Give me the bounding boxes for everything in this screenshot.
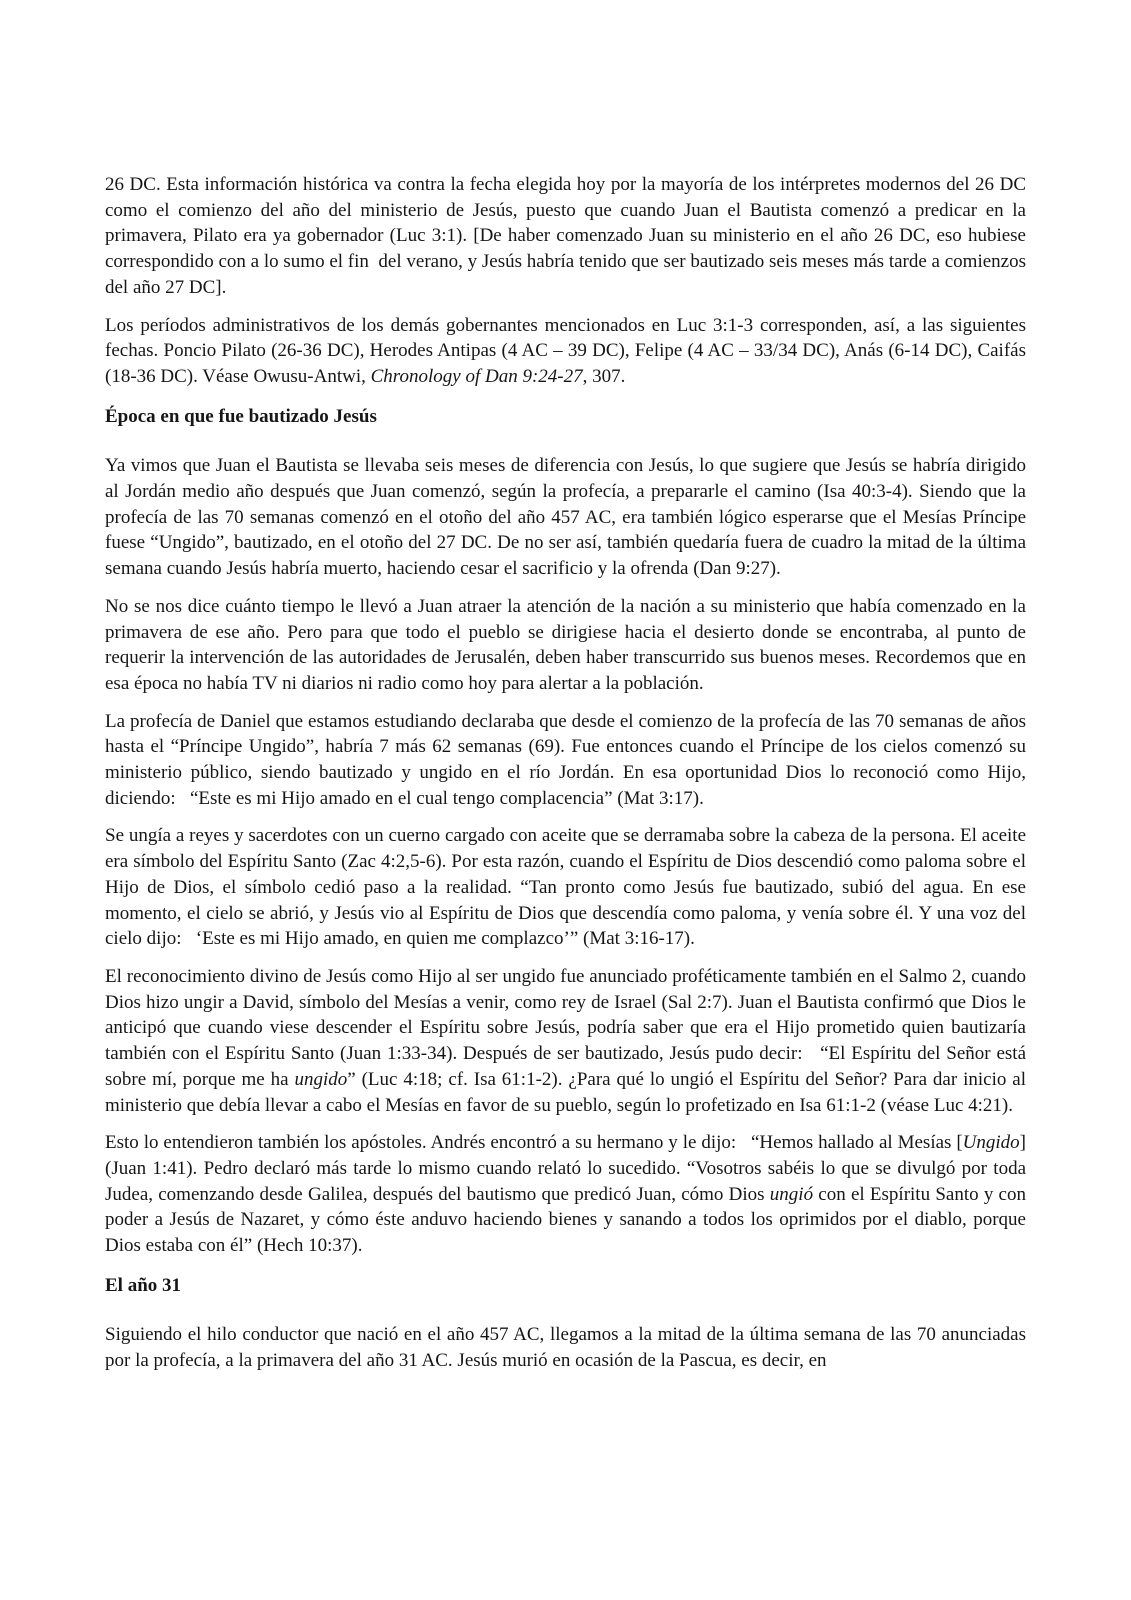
- paragraph-text: El reconocimiento divino de Jesús como Hijo al ser ungido fue anunciado proféticamente también en el Salmo 2, cuando Dios hizo ungir a David, símbolo del Mesías a venir, como rey de Israel (Sal 2:7). Juan el Bautista confirmó que Dios le anticipó que cuando viese descender el Espíritu sobre Jesús, podría saber que era el Hijo prometido quien bautizaría también con el Espíritu Santo (Juan 1:33-34). Después de ser bautizado, Jesús pudo decir: “El Espíritu del Señor está sobre mí, porque me ha: [105, 965, 1026, 1090]
- paragraph-text: ” (Luc 4:18; cf. Isa 61:1-2). ¿Para qué lo ungió el Espíritu del Señor? Para dar inicio al ministerio que debía llevar a cabo el Mesías en favor de su pueblo, según lo profetizado en Isa 61:1-2 (véase Luc 4:21).: [105, 1068, 1026, 1116]
- text-column: [105, 172, 1026, 1386]
- section-heading-el-ano-31: El año 31: [105, 1274, 182, 1296]
- paragraph-siguiendo-hilo: [105, 1322, 1026, 1373]
- paragraph-text: , 307.: [582, 365, 626, 387]
- emphasis-ungido-italic: Ungido: [962, 1132, 1020, 1154]
- paragraph-text: Se ungía a reyes y sacerdotes con un cuerno cargado con aceite que se derramaba sobre la cabeza de la persona. El aceite era símbolo del Espíritu Santo (Zac 4:2,5-6). Por esta razón, cuando el Espíritu de Dios descendió como paloma sobre el Hijo de Dios, el símbolo cedió paso a la realidad. “Tan pronto como Jesús fue bautizado, subió del agua. En ese momento, el cielo se abrió, y Jesús vio al Espíritu de Dios que descendía como paloma, y venía sobre él. Y una voz del cielo dijo: ‘Este es mi Hijo amado, en quien me complazco’” (Mat 3:16-17).: [105, 825, 1026, 950]
- paragraph-apostoles: [105, 1130, 1026, 1259]
- paragraph-no-se-nos-dice: [105, 594, 1026, 697]
- paragraph-text: Esto lo entendieron también los apóstoles. Andrés encontró a su hermano y le dijo: “Hemos hallado al Mesías [: [105, 1132, 963, 1154]
- paragraph-text: No se nos dice cuánto tiempo le llevó a Juan atraer la atención de la nación a su ministerio que había comenzado en la primavera de ese año. Pero para que todo el pueblo se dirigiese hacia el desierto donde se encontraba, al punto de requerir la intervención de las autoridades de Jerusalén, deben haber transcurrido sus buenos meses. Recordemos que en esa época no había TV ni diarios ni radio como hoy para alertar a la población.: [105, 595, 1026, 694]
- paragraph-profecia-daniel: [105, 709, 1026, 812]
- section-heading-epoca-bautizado: Época en que fue bautizado Jesús: [105, 405, 377, 427]
- paragraph-text: Siguiendo el hilo conductor que nació en el año 457 AC, llegamos a la mitad de la última semana de las 70 anunciadas por la profecía, a la primavera del año 31 AC. Jesús murió en ocasión de la Pascua, es decir, en: [105, 1324, 1026, 1372]
- paragraph-periodos-administrativos: [105, 313, 1026, 390]
- paragraph-26dc-intro: [105, 172, 1026, 301]
- paragraph-se-ungia-reyes: [105, 823, 1026, 952]
- paragraph-text: Los períodos administrativos de los demás gobernantes mencionados en Luc 3:1-3 corresponden, así, a las siguientes fechas. Poncio Pilato (26-36 DC), Herodes Antipas (4 AC – 39 DC), Felipe (4 AC – 33/34 DC), Anás (6-14 DC), Caifás (18-36 DC). Véase Owusu-Antwi,: [105, 314, 1026, 387]
- paragraph-text: Ya vimos que Juan el Bautista se llevaba seis meses de diferencia con Jesús, lo que sugiere que Jesús se habría dirigido al Jordán medio año después que Juan comenzó, según la profecía, a prepararle el camino (Isa 40:3-4). Siendo que la profecía de las 70 semanas comenzó en el otoño del año 457 AC, era también lógico esperarse que el Mesías Príncipe fuese “Ungido”, bautizado, en el otoño del 27 DC. De no ser así, también quedaría fuera de cuadro la mitad de la última semana cuando Jesús habría muerto, haciendo cesar el sacrificio y la ofrenda (Dan 9:27).: [105, 455, 1026, 580]
- paragraph-text: 26 DC. Esta información histórica va contra la fecha elegida hoy por la mayoría de los intérpretes modernos del 26 DC como el comienzo del año del ministerio de Jesús, puesto que cuando Juan el Bautista comenzó a predicar en la primavera, Pilato era ya gobernador (Luc 3:1). [De haber comenzado Juan su ministerio en el año 26 DC, eso hubiese correspondido con a lo sumo el fin del verano, y Jesús habría tenido que ser bautizado seis meses más tarde a comienzos del año 27 DC].: [105, 174, 1026, 298]
- emphasis-ungio-italic: ungió: [769, 1183, 814, 1205]
- paragraph-reconocimiento-divino: [105, 964, 1026, 1118]
- paragraph-text: con el Espíritu Santo y con poder a Jesús de Nazaret, y cómo éste anduvo haciendo bienes y sanando a todos los oprimidos por el diablo, porque Dios estaba con él” (Hech 10:37).: [105, 1183, 1026, 1257]
- emphasis-ungido-italic: ungido: [294, 1068, 348, 1090]
- paragraph-text: La profecía de Daniel que estamos estudiando declaraba que desde el comienzo de la profecía de las 70 semanas de años hasta el “Príncipe Ungido”, habría 7 más 62 semanas (69). Fue entonces cuando el Príncipe de los cielos comenzó su ministerio público, siendo bautizado y ungido en el río Jordán. En esa oportunidad Dios lo reconoció como Hijo, diciendo: “Este es mi Hijo amado en el cual tengo complacencia” (Mat 3:17).: [105, 710, 1026, 809]
- book-title-italic: Chronology of Dan 9:24-27: [370, 365, 583, 387]
- paragraph-text: ] (Juan 1:41). Pedro declaró más tarde lo mismo cuando relató lo sucedido. “Vosotros sabéis lo que se divulgó por toda Judea, comenzando desde Galilea, después del bautismo que predicó Juan, cómo Dios: [105, 1132, 1026, 1205]
- paragraph-ya-vimos: [105, 453, 1026, 582]
